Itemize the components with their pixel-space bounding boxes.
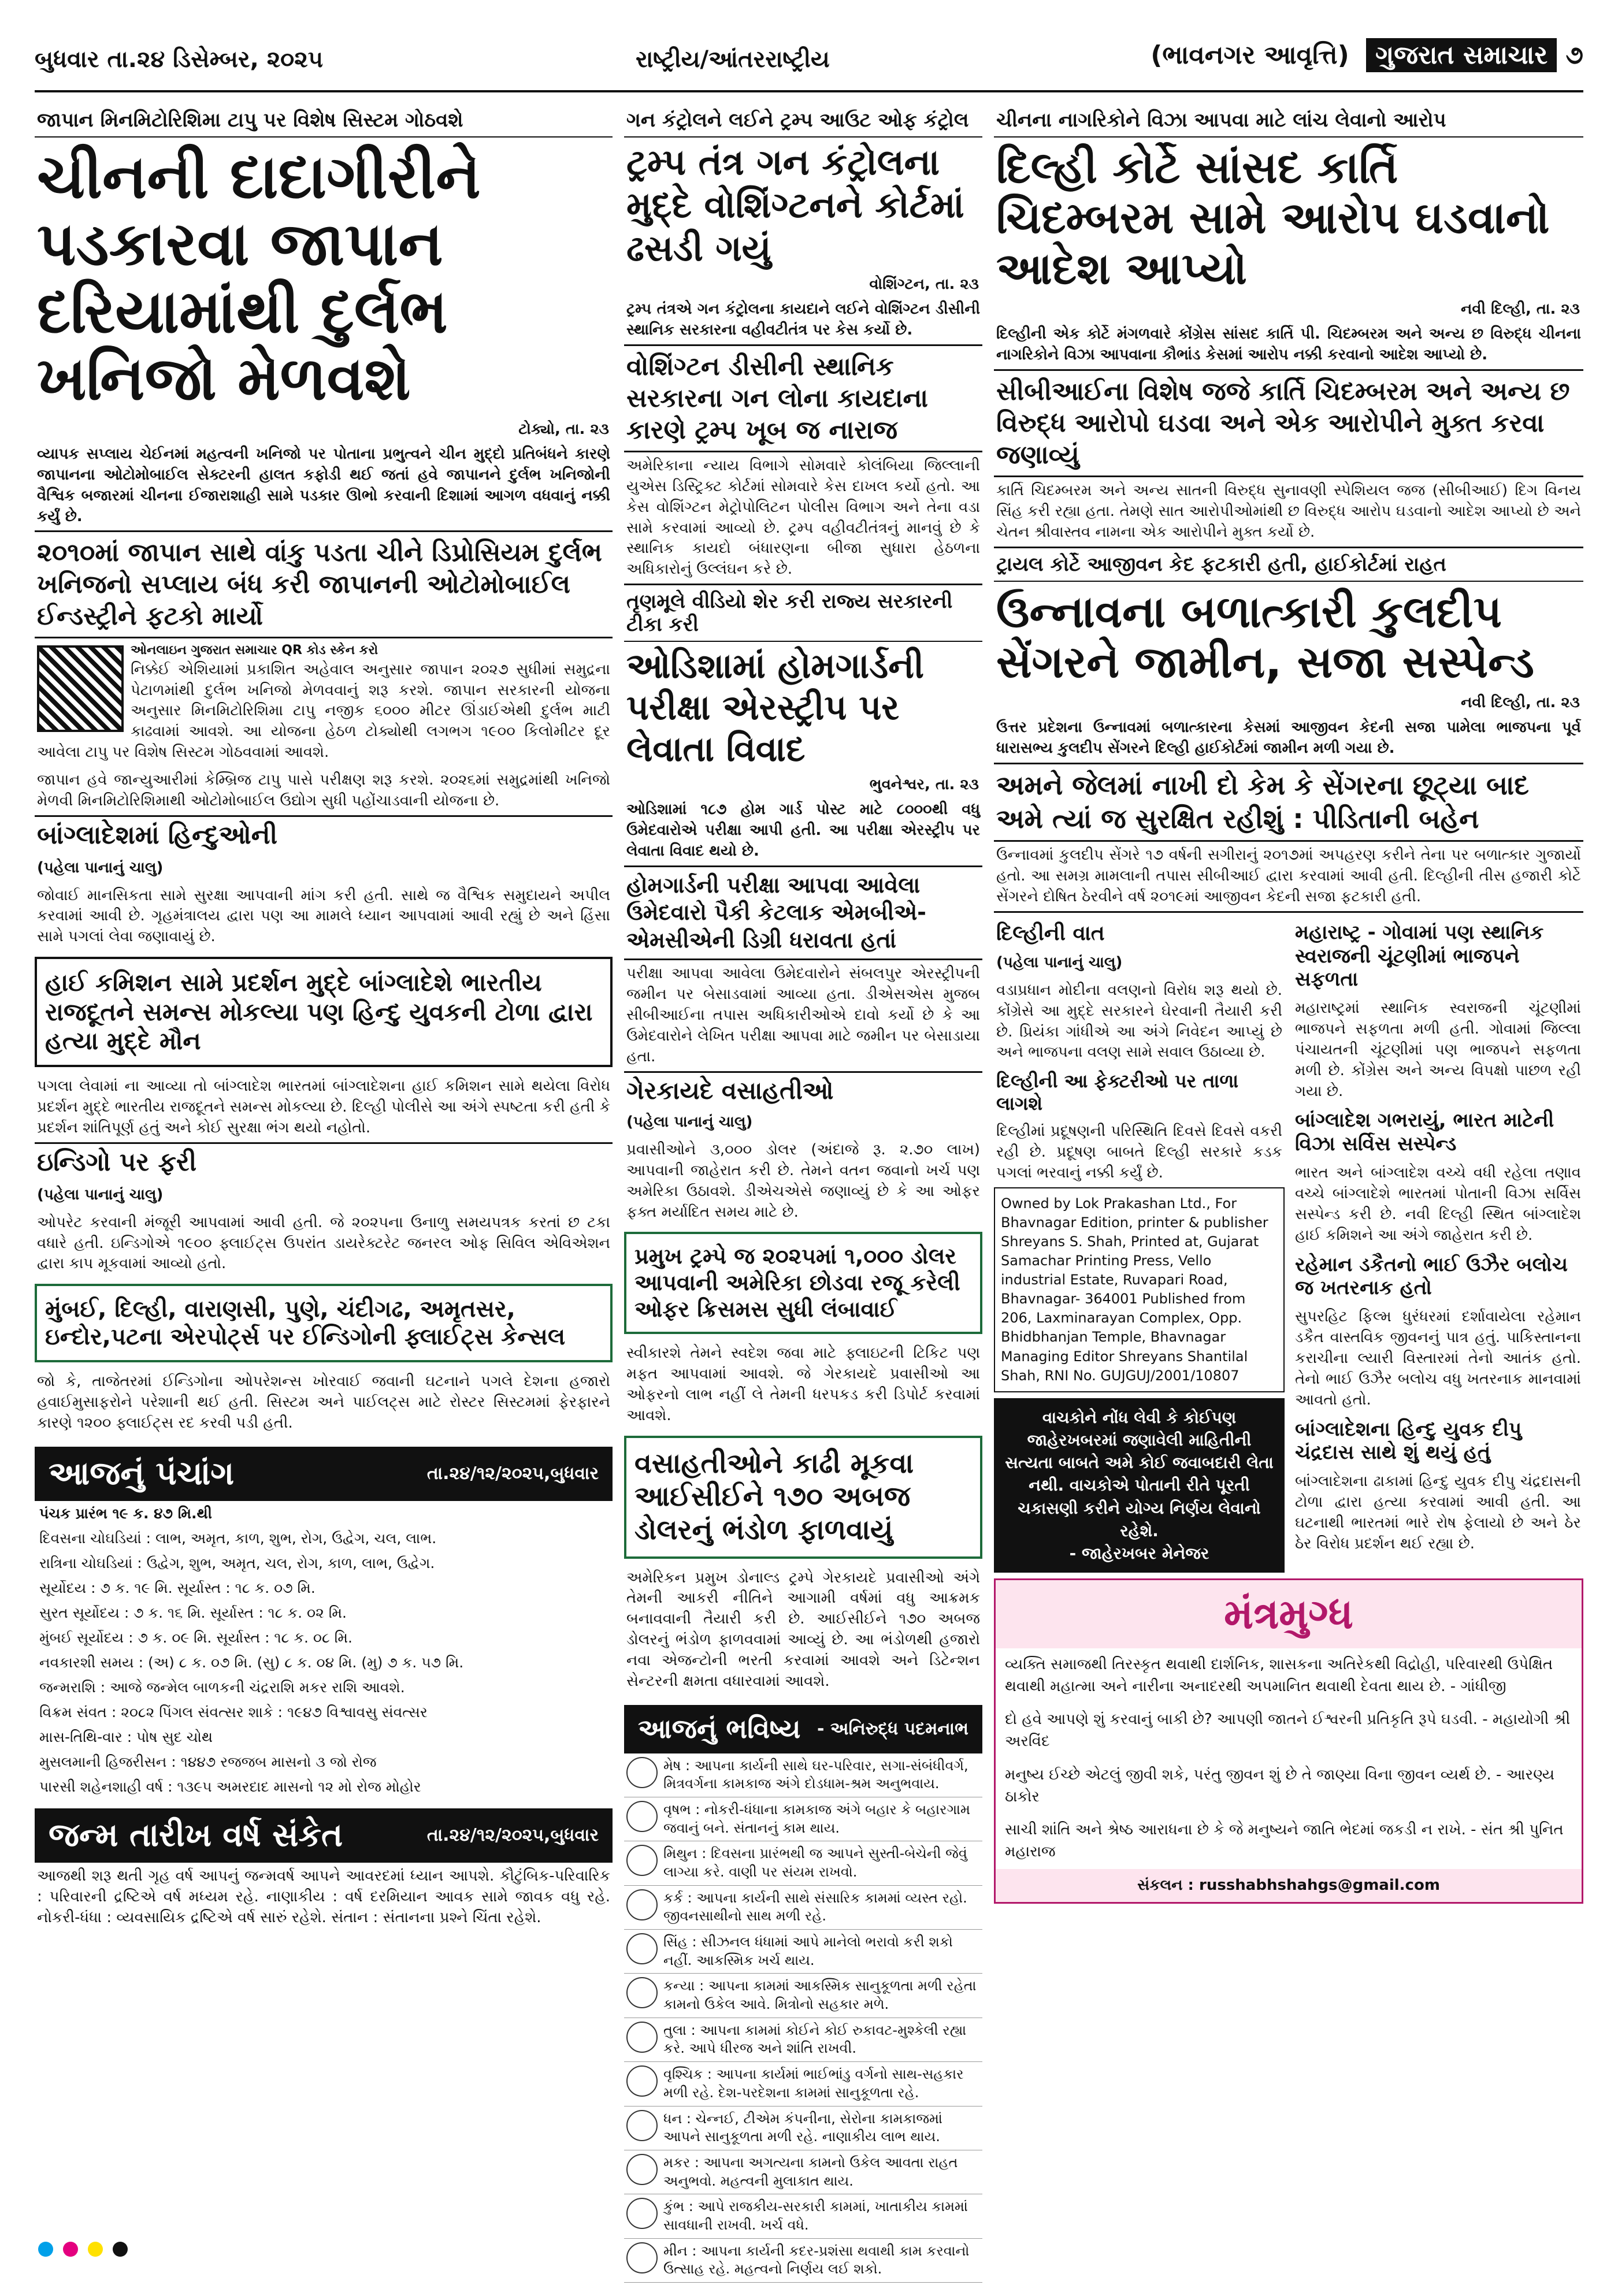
rashi-item: કુંભ : આપે રાજકીય-સરકારી કામમાં, ખાતાકીય કામમાં સાવધાની રાખવી. ખર્ચ વધે. (624, 2194, 982, 2238)
panchang-title: આજનું પંચાંગ (49, 1454, 235, 1492)
story-body: અમેરિકાના ન્યાય વિભાગે સોમવારે કોલંબિયા જિલ્લાની યુએસ ડિસ્ટ્રિક્ટ કોર્ટમાં સોમવારે કેસ દાખલ કર્યો હતો. આ કેસ વોશિંગ્ટન મેટ્રોપોલિટન પોલીસ વિભાગ અને તેના વડા સામે કરવામાં આવ્યો છે. ટ્રમ્પ વહીવટીતંત્રનું માનવું છે કે સ્થાનિક કાયદો બંધારણના બીજા સુધારા હેઠળના અધિકારોનું ઉલ્લંઘન કરે છે. (626, 456, 980, 578)
panchang-list (35, 1501, 613, 1799)
ad-disclaimer-text: વાચકોને નોંધ લેવી કે કોઈપણ જાહેરખબરમાં જણાવેલી માહિતીની સત્યતા બાબતે અમે કોઈ જવાબદારી લેતા નથી. વાચકોએ પોતાની રીતે પૂરતી ચકાસણી કરીને યોગ્ય નિર્ણય લેવાનો રહેશે. (1005, 1407, 1274, 1540)
odisha-subhead: હોમગાર્ડની પરીક્ષા આપવા આવેલા ઉમેદવારો પૈકી કેટલાક એમબીએ-એમસીએની ડિગ્રી ધરાવતા હતાં (624, 865, 982, 961)
qr-label: ઓનલાઇન ગુજરાત સમાચાર QR કોડ સ્કેન કરો (131, 643, 378, 658)
bjp-body: મહારાષ્ટ્રમાં સ્થાનિક સ્વરાજની ચૂંટણીમાં ભાજપને સફળતા મળી હતી. ગોવામાં જિલ્લા પંચાયતની ચૂંટણીમાં પણ ભાજપને સફળતા મળી છે. કોંગ્રેસ અને અન્ય વિપક્ષો પાછળ રહી ગયા છે. (1295, 1000, 1581, 1100)
hc-body: પગલા લેવામાં ના આવ્યા તો બાંગ્લાદેશ ભારતમાં બાંગ્લાદેશના હાઈ કમિશન સામે થયેલા વિરોધ પ્રદર્શન મુદ્દે ભારતીય રાજદૂતને સમન્સ મોકલ્યા છે. દિલ્હી પોલીસે આ અંગે સ્પષ્ટતા કરી હતી કે પ્રદર્શન શાંતિપૂર્ણ હતું અને કોઈ સુરક્ષા ભંગ થયો નહોતો. (37, 1078, 610, 1137)
janma-header (35, 1808, 613, 1863)
vasahat-headline: વસાહતીઓને કાઢી મૂકવા આઈસીઈને ૧૭૦ અબજ ડોલરનું ભંડોળ ફાળવાયું (634, 1447, 914, 1546)
story-body: કાર્તિ ચિદમ્બરમ અને અન્ય સાતની વિરુદ્ધ સુનાવણી સ્પેશિયલ જજ (સીબીઆઈ) દિગ વિનય સિંહ કરી રહ્યા હતા. તેમણે સાત આરોપીઓમાંથી છ વિરુદ્ધ આરોપ ઘડવાનો આદેશ આપ્યો છે અને ચેતન શ્રીવાસ્તવ નામના એક આરોપીને મુક્ત કર્યો છે. (996, 481, 1581, 541)
bhavishya-title: આજનું ભવિષ્ય (638, 1712, 801, 1744)
continuation-note: (પહેલા પાનાનું ચાલુ) (626, 1113, 753, 1131)
panchang-line: મુંબઈ સૂર્યોદય : ૭ ક. ૦૯ મિ. સૂર્યાસ્ત : ૧૮ ક. ૦૮ મિ. (39, 1629, 352, 1646)
mantra-title: મંત્રમુગ્ધ (996, 1580, 1582, 1648)
rashi-item: કર્ક : આપના કાર્યની સાથે સંસારિક કામમાં વ્યસ્ત રહો. જીવનસાથીનો સાથ મળી રહે. (624, 1886, 982, 1930)
rashi-icon (626, 1889, 658, 1920)
rehman-headline: રહેમાન ડકૈતનો ભાઈ ઉઝૈર બલોચ જ ખતરનાક હતો (1295, 1253, 1568, 1300)
rashi-icon (626, 1757, 658, 1788)
bangla2-body: ભારત અને બાંગ્લાદેશ વચ્ચે વધી રહેલા તણાવ વચ્ચે બાંગ્લાદેશે ભારતમાં પોતાની વિઝા સર્વિસ સસ્પેન્ડ કરી છે. નવી દિલ્હી સ્થિત બાંગ્લાદેશ હાઈ કમિશને આ અંગે જાહેરાત કરી છે. (1295, 1164, 1581, 1244)
continuation-note: (પહેલા પાનાનું ચાલુ) (37, 1186, 164, 1203)
page-number: ૭ (1565, 40, 1583, 70)
story-strip: ચીનના નાગરિકોને વિઝા આપવા માટે લાંચ લેવાનો આરોપ (994, 104, 1583, 138)
panchang-line: જન્મરાશિ : આજે જન્મેલ બાળકની ચંદ્રરાશિ મકર રાશિ આવશે. (39, 1678, 405, 1696)
delhi-subhead: દિલ્હીની આ ફેક્ટરીઓ પર તાળા લાગશે (996, 1070, 1239, 1114)
bjp-headline: મહારાષ્ટ્ર - ગોવામાં પણ સ્થાનિક સ્વરાજની ચૂંટણીમાં ભાજપને સફળતા (1295, 920, 1544, 991)
masthead (35, 23, 1583, 92)
magenta-dot-icon (63, 2242, 78, 2257)
registration-marks (35, 2242, 1583, 2265)
hindu-headline: બાંગ્લાદેશના હિન્દુ યુવક દીપુ ચંદ્રદાસ સાથે શું થયું હતું (1295, 1417, 1522, 1465)
trump-body: સ્વીકારશે તેમને સ્વદેશ જવા માટે ફ્લાઇટની ટિકિટ પણ મફત આપવામાં આવશે. જે ગેરકાયદે પ્રવાસીઓ આ ઓફરનો લાભ નહીં લે તેમની ધરપકડ કરી ડિપોર્ટ કરવામાં આવશે. (626, 1344, 980, 1424)
panchang-date: તા.૨૪/૧૨/૨૦૨૫,બુધવાર (426, 1463, 599, 1484)
lower-right (1293, 917, 1583, 1573)
column-right (994, 104, 1583, 2230)
mantra-quote: સાચી શાંતિ અને શ્રેષ્ઠ આરાધના છે કે જે મનુષ્યને જાતિ ભેદમાં જકડી ન રાખે. - સંત શ્રી પુનિત મહારાજ (1005, 1821, 1564, 1860)
mantra-quote: વ્યક્તિ સમાજથી તિરસ્કૃત થવાથી દાર્શનિક, શાસકના અતિરેકથી વિદ્રોહી, પરિવારથી ઉપેક્ષિત થવાથી મહાત્મા અને નારીના અનાદરથી અપમાનિત થવાથી દેવતા થાય છે. - ગાંધીજી (1005, 1656, 1553, 1695)
indigo-body-2: જો કે, તાજેતરમાં ઈન્ડિગોના ઓપરેશન્સ ખોરવાઈ જવાની ઘટનાને પગલે દેશના હજારો હવાઈમુસાફરોને પરેશાની થઈ હતી. સિસ્ટમ અને પાઈલટ્સ માટે રોસ્ટર સિસ્ટમમાં ફેરફારને કારણે ૧૨૦૦ ફ્લાઈટ્સ રદ કરવી પડી હતી. (37, 1373, 610, 1432)
panchang-line: મુસલમાની હિજરીસન : ૧૪૪૭ રજજબ માસનો ૩ જો રોજ (39, 1753, 377, 1770)
delhi-headline: દિલ્હીની વાત (996, 921, 1105, 945)
column-left (35, 104, 613, 2230)
dateline: નવી દિલ્હી, તા. ૨૩ (1461, 300, 1580, 318)
black-dot-icon (113, 2242, 128, 2257)
panchang-line: રાત્રિના ચોઘડિયાં : ઉદ્વેગ, શુભ, અમૃત, ચલ, રોગ, કાળ, લાભ, ઉદ્વેગ. (39, 1554, 435, 1571)
story-body (35, 638, 613, 767)
panchang-line: દિવસના ચોઘડિયાં : લાભ, અમૃત, કાળ, શુભ, રોગ, ઉદ્વેગ, ચલ, લાભ. (39, 1529, 437, 1547)
edition-label: (ભાવનગર આવૃત્તિ) (1151, 40, 1349, 70)
story-headline: ટ્રમ્પ તંત્ર ગન કંટ્રોલના મુદ્દે વોશિંગ્ટનને કોર્ટમાં ઢસડી ગયું (626, 141, 964, 269)
vasahat-box (624, 1436, 982, 1559)
rashi-item: વૃષભ : નોકરી-ધંધાના કામકાજ અંગે બહાર કે બહારગામ જવાનું બને. સંતાનનું કામ થાય. (624, 1797, 982, 1841)
bhavishya-author: - અનિરુદ્ધ પદમનાભ (817, 1719, 968, 1740)
janma-date: તા.૨૪/૧૨/૨૦૨૫,બુધવાર (426, 1825, 599, 1846)
rashi-item: કન્યા : આપના કામમાં આકસ્મિક સાનુકૂળતા મળી રહેતા કામનો ઉકેલ આવે. મિત્રોનો સહકાર મળે. (624, 1974, 982, 2018)
ad-disclaimer (994, 1398, 1285, 1573)
bhavishya-header (624, 1705, 982, 1753)
story-subhead: ૨૦૧૦માં જાપાન સાથે વાંકુ પડતા ચીને ડિપ્રોસિયમ દુર્લભ ખનિજનો સપ્લાય બંધ કરી જાપાનની ઓટોમોબાઈલ ઈન્ડસ્ટ્રીને ફટકો માર્યો (35, 530, 613, 638)
rashi-icon (626, 1801, 658, 1832)
rashi-icon (626, 1977, 658, 2008)
lower-left (994, 917, 1285, 1573)
rehman-body: સુપરહિટ ફિલ્મ ધુરંધરમાં દર્શાવાયેલા રહેમાન ડકૈત વાસ્તવિક જીવનનું પાત્ર હતું. પાકિસ્તાનના કરાચીના લ્યારી વિસ્તારમાં તેનો આતંક હતો. તેનો ભાઈ ઉઝૈર બલોચ વધુ ખતરનાક માનવામાં આવતો હતો. (1295, 1308, 1581, 1409)
rashi-icon (626, 1933, 658, 1964)
rashi-item: મકર : આપના અગત્યના કામનો ઉકેલ આવતા રાહત અનુભવો. મહત્વની મુલાકાત થાય. (624, 2150, 982, 2194)
issue-date: બુધવાર તા.૨૪ ડિસેમ્બર, ૨૦૨૫ (35, 46, 324, 73)
column-middle (624, 104, 982, 2278)
trump-box (624, 1232, 982, 1334)
dateline: નવી દિલ્હી, તા. ૨૩ (1461, 694, 1580, 712)
vasahat-body: અમેરિકન પ્રમુખ ડોનાલ્ડ ટ્રમ્પે ગેરકાયદે પ્રવાસીઓ અંગે તેમની આકરી નીતિને આગામી વર્ષમાં વધુ આક્રમક બનાવવાની તૈયારી કરી છે. આઈસીઈને ૧૭૦ અબજ ડોલરનું ભંડોળ ફાળવવામાં આવ્યું છે. આ ભંડોળથી હજારો નવા એજન્ટોની ભરતી કરવામાં આવશે અને ડિટેન્શન સેન્ટરની ક્ષમતા વધારવામાં આવશે. (626, 1569, 980, 1690)
janma-body: આજથી શરૂ થતી ગૃહ વર્ષ આપનું જન્મવર્ષ આપને આવરદમાં ધ્યાન આપશે. કૌટુંબિક-પરિવારિક : પરિવારની દ્રષ્ટિએ વર્ષ મધ્યમ રહે. નાણાકીય : વર્ષ દરમિયાન આવક સામે જાવક વધુ રહે. નોકરી-ધંધા : વ્યવસાયિક દ્રષ્ટિએ વર્ષ સારું રહેશે. સંતાન : સંતાનના પ્રશ્ને ચિંતા રહેશે. (37, 1867, 610, 1926)
garkayde-body: પ્રવાસીઓને ૩,૦૦૦ ડોલર (અંદાજે રૂ. ૨.૭૦ લાખ) આપવાની જાહેરાત કરી છે. તેમને વતન જવાનો ખર્ચ પણ અમેરિકા ઉઠાવશે. ડીએચએસે જણાવ્યું છે કે આ ઓફર ફક્ત મર્યાદિત સમય માટે છે. (626, 1140, 980, 1221)
trump-box-headline: પ્રમુખ ટ્રમ્પે જ ૨૦૨૫માં ૧,૦૦૦ ડોલર આપવાની અમેરિકા છોડવા રજૂ કરેલી ઓફર ક્રિસમસ સુધી લંબાવાઈ (634, 1243, 960, 1322)
brand-logo: ગુજરાત સમાચાર (1366, 38, 1557, 72)
rashi-item: તુલા : આપના કામમાં કોઈને કોઈ રુકાવટ-મુશ્કેલી રહ્યા કરે. આપે ધીરજ અને શાંતિ રાખવી. (624, 2018, 982, 2062)
indigo-headline: ઇન્ડિગો પર ફરી (37, 1147, 197, 1177)
rashi-icon (626, 2110, 658, 2141)
indigo-box-headline: મુંબઈ, દિલ્હી, વારાણસી, પુણે, ચંદીગઢ, અમૃતસર, ઇન્દોર,પટના એરપોર્ટ્સ પર ઈન્ડિગોની ફ્લાઈટ્સ કેન્સલ (45, 1296, 566, 1351)
story-lead: દિલ્હીની એક કોર્ટે મંગળવારે કોંગ્રેસ સાંસદ કાર્તિ પી. ચિદમ્બરમ અને અન્ય છ વિરુદ્ધ ચીનના નાગરિકોને વિઝા આપવાના કૌભાંડ કેસમાં આરોપ નક્કી કરવાનો આદેશ આપ્યો છે. (996, 325, 1581, 364)
odisha-body: પરીક્ષા આપવા આવેલા ઉમેદવારોને સંબલપુર એરસ્ટ્રીપની જમીન પર બેસાડવામાં આવ્યા હતા. ડીએસએસ મુજબ સીબીઆઈના તપાસ અધિકારીઓએ દાવો કર્યો છે કે આ ઉમેદવારોને લેખિત પરીક્ષા આપવા માટે જમીન પર બેસાડાયા હતા. (626, 965, 980, 1065)
mantra-sankalan: સંકલન : russhabhshahgs@gmail.com (996, 1869, 1582, 1903)
rashi-icon (626, 2154, 658, 2185)
panchang-header (35, 1447, 613, 1501)
bangla2-headline: બાંગ્લાદેશ ગભરાયું, ભારત માટેની વિઝા સર્વિસ સસ્પેન્ડ (1295, 1109, 1554, 1156)
panchang-line: પંચક પ્રારંભ ૧૯ ક. ૪૭ મિ.થી (39, 1504, 212, 1522)
panchang-line: પારસી શહેનશાહી વર્ષ : ૧૩૯૫ અમરદાદ માસનો ૧૨ મો રોજ મોહોર (39, 1778, 421, 1795)
panchang-line: સૂર્યોદય : ૭ ક. ૧૯ મિ. સૂર્યાસ્ત : ૧૮ ક. ૦૭ મિ. (39, 1579, 316, 1596)
bangla-body: જોવાઈ માનસિકતા સામે સુરક્ષા આપવાની માંગ કરી હતી. સાથે જ વૈશ્વિક સમુદાયને અપીલ કરવામાં આવી છે. ગૃહમંત્રાલય દ્વારા પણ આ મામલે ધ્યાન આપવામાં આવી રહ્યું છે અને હિંસા સામે પગલાં લેવા જણાવાયું છે. (37, 886, 610, 946)
mantra-box (994, 1578, 1583, 1904)
hindu-body: બાંગ્લાદેશના ઢાકામાં હિન્દુ યુવક દીપુ ચંદ્રદાસની ટોળા દ્વારા હત્યા કરવામાં આવી હતી. આ ઘટનાથી ભારતમાં ભારે રોષ ફેલાયો છે અને ઠેર ઠેર વિરોધ પ્રદર્શન થઈ રહ્યા છે. (1295, 1473, 1581, 1552)
dateline: ટોક્યો, તા. ૨૩ (518, 420, 609, 438)
hc-box (35, 957, 613, 1067)
janma-title: જન્મ તારીખ વર્ષ સંકેત (49, 1816, 343, 1854)
odisha-lead: ઓડિશામાં ૧૮૭ હોમ ગાર્ડ પોસ્ટ માટે ૮૦૦૦થી વધુ ઉમેદવારોએ પરીક્ષા આપી હતી. આ પરીક્ષા એરસ્ટ્રીપ પર લેવાતા વિવાદ થયો છે. (626, 801, 981, 860)
panchang-line: નવકારશી સમય : (અ) ૮ ક. ૦૭ મિ. (સુ) ૮ ક. ૦૪ મિ. (મુ) ૭ ક. ૫૭ મિ. (39, 1654, 464, 1671)
trial-lead: ઉત્તર પ્રદેશના ઉન્નાવમાં બળાત્કારના કેસમાં આજીવન કેદની સજા પામેલા ભાજપના પૂર્વ ધારાસભ્ય કુલદીપ સેંગરને દિલ્હી હાઈકોર્ટમાં જામીન મળી ગયા છે. (996, 719, 1581, 757)
rashi-item: ધન : ચેન્નઈ, ટીએમ કંપનીના, સેરોના કામકાજમાં આપને સાનુકૂળતા મળી રહે. નાણાકીય લાભ થાય. (624, 2106, 982, 2150)
delhi-body: વડાપ્રધાન મોદીના વલણનો વિરોધ શરૂ થયો છે. કોંગ્રેસે આ મુદ્દે સરકારને ઘેરવાની તૈયારી કરી છે. પ્રિયંકા ગાંધીએ આ અંગે નિવેદન આપ્યું છે અને ભાજપના વલણ સામે સવાલ ઉઠાવ્યા છે. (996, 981, 1282, 1061)
mantra-quote: દો હવે આપણે શું કરવાનું બાકી છે? આપણી જાતને ઈશ્વરની પ્રતિકૃતિ રૂપે ઘડવી. - મહાયોગી શ્રી અરવિંદ (1005, 1711, 1571, 1751)
qr-code-icon[interactable] (37, 645, 124, 732)
story-headline: દિલ્હી કોર્ટે સાંસદ કાર્તિ ચિદમ્બરમ સામે આરોપ ઘડવાનો આદેશ આપ્યો (996, 142, 1550, 294)
continuation-note: (પહેલા પાનાનું ચાલુ) (37, 859, 164, 876)
cyan-dot-icon (38, 2242, 53, 2257)
rashi-icon (626, 1845, 658, 1876)
odisha-headline: ઓડિશામાં હોમગાર્ડની પરીક્ષા એરસ્ટ્રીપ પર લેવાતા વિવાદ (626, 646, 925, 770)
rashi-item: મીન : આપના કાર્યની કદર-પ્રશંસા થવાથી કામ કરવાનો ઉત્સાહ રહે. મહત્વનો નિર્ણય લઈ શકો. (624, 2239, 982, 2283)
delhi-body-2: દિલ્હીમાં પ્રદૂષણની પરિસ્થિતિ દિવસે દિવસે વકરી રહી છે. પ્રદૂષણ બાબતે દિલ્હી સરકારે કડક પગલાં ભરવાનું નક્કી કર્યું છે. (996, 1123, 1282, 1182)
imprint: Owned by Lok Prakashan Ltd., For Bhavnagar Edition, printer & publisher Shreyans S. Shah, Printed at, Gujarat Samachar Printing Press, Vello industrial Estate, Ruvapari Road, Bhavnagar- 364001 Published from 206, Laxminarayan Complex, Opp. Bhidbhanjan Temple, Bhavnagar Managing Editor Shreyans Shantilal Shah, RNI No. GUJGUJ/2001/10807 (994, 1187, 1285, 1392)
ad-disclaimer-sign: - જાહેરખબર મેનેજર (1069, 1543, 1209, 1563)
rashi-icon (626, 2022, 658, 2053)
dateline: ભુવનેશ્વર, તા. ૨૩ (869, 776, 979, 794)
rashi-icon (626, 2198, 658, 2229)
indigo-body: ઓપરેટ કરવાની મંજૂરી આપવામાં આવી હતી. જે ૨૦૨૫ના ઉનાળુ સમયપત્રક કરતાં છ ટકા વધારે હતી. ઇન્ડિગોએ ૧૯૦૦ ફ્લાઈટ્સ ઉપરાંત ડાયરેક્ટરેટ જનરલ ઓફ સિવિલ એવિએશન દ્વારા કાપ મૂકવામાં આવ્યો હતો. (37, 1213, 610, 1273)
bangla-headline: બાંગ્લાદેશમાં હિન્દુઓની (37, 820, 278, 850)
story-strip: જાપાન મિનમિટોરિશિમા ટાપુ પર વિશેષ સિસ્ટમ ગોઠવશે (35, 104, 613, 138)
rashi-item: મેષ : આપના કાર્યની સાથે ઘર-પરિવાર, સગા-સંબંધીવર્ગ, મિત્રવર્ગના કામકાજ અંગે દોડધામ-શ્રમ અનુભવાય. (624, 1753, 982, 1797)
mantra-quote: મનુષ્ય ઈચ્છે એટલું જીવી શકે, પરંતુ જીવન શું છે તે જાણ્યા વિના જીવન વ્યર્થ છે. - આરણ્ય ઠાકોર (1005, 1766, 1555, 1805)
story-subhead: વોશિંગ્ટન ડીસીની સ્થાનિક સરકારના ગન લોના કાયદાના કારણે ટ્રમ્પ ખૂબ જ નારાજ (624, 344, 982, 452)
story-text-2: જાપાન હવે જાન્યુઆરીમાં કેમ્બ્રિજ ટાપુ પાસે પરીક્ષણ શરૂ કરશે. ૨૦૨૬માં સમુદ્રમાંથી ખનિજો મેળવી મિનમિટોરિશિમાથી ઓટોમોબાઈલ ઉદ્યોગ સુધી પહોંચાડવાની યોજના છે. (37, 771, 610, 809)
continuation-note: (પહેલા પાનાનું ચાલુ) (996, 953, 1123, 971)
rashi-list (624, 1753, 982, 2283)
story-strip: ગન કંટ્રોલને લઈને ટ્રમ્પ આઉટ ઓફ કંટ્રોલ (624, 104, 982, 138)
spacer (624, 1265, 982, 1271)
story-strip: ટ્રાયલ કોર્ટે આજીવન કેદ ફટકારી હતી, હાઈકોર્ટમાં રાહત (994, 547, 1583, 582)
yellow-dot-icon (88, 2242, 103, 2257)
panchang-line: વિક્રમ સંવત : ૨૦૮૨ પિંગલ સંવત્સર શાકે : ૧૯૪૭ વિશ્વાવસુ સંવત્સર (39, 1703, 428, 1721)
rashi-item: સિંહ : સીઝનલ ધંધામાં આપે માનેલો ભરાવો કરી શકો નહીં. આકસ્મિક ખર્ચ થાય. (624, 1930, 982, 1974)
panchang-line: માસ-તિથિ-વાર : પોષ સુદ ચોથ (39, 1728, 213, 1745)
hc-headline: હાઈ કમિશન સામે પ્રદર્શન મુદ્દે બાંગ્લાદેશે ભારતીય રાજદૂતને સમન્સ મોકલ્યા પણ હિન્દુ યુવકની ટોળા દ્વારા હત્યા મુદ્દે મૌન (45, 968, 593, 1055)
story-headline: ચીનની દાદાગીરીને પડકારવા જાપાન દરિયામાંથી દુર્લભ ખનિજો મેળવશે (37, 142, 481, 414)
panchang-line: સુરત સૂર્યોદય : ૭ ક. ૧૬ મિ. સૂર્યાસ્ત : ૧૮ ક. ૦૨ મિ. (39, 1604, 347, 1621)
story-lead: વ્યાપક સપ્લાય ચેઈનમાં મહત્વની ખનિજો પર પોતાના પ્રભુત્વને ચીન મુદ્દો પ્રતિબંધને કારણે જાપાનના ઓટોમોબાઈલ સેક્ટરની હાલત કફોડી થઈ જતાં હવે જાપાનને દુર્લભ ખનિજોની વૈશ્વિક બજારમાં ચીનના ઈજારાશાહી સામે પડકાર ઊભો કરવાની દિશામાં આગળ વધવાનું નક્કી કર્યું છે. (37, 445, 610, 525)
trial-subhead: અમને જેલમાં નાખી દો કેમ કે સેંગરના છૂટ્યા બાદ અમે ત્યાં જ સુરક્ષિત રહીશું : પીડિતાની બહેન (994, 763, 1583, 842)
lower-grid (994, 911, 1583, 1573)
story-lead: ટ્રમ્પ તંત્રએ ગન કંટ્રોલના કાયદાને લઈને વોશિંગ્ટન ડીસીની સ્થાનિક સરકારના વહીવટીતંત્ર પર કેસ કર્યો છે. (626, 300, 980, 339)
dateline: વોશિંગ્ટન, તા. ૨૩ (869, 276, 979, 293)
rashi-item: મિથુન : દિવસના પ્રારંભથી જ આપને સુસ્તી-બેચેની જેવું લાગ્યા કરે. વાણી પર સંયમ રાખવો. (624, 1841, 982, 1885)
trial-headline: ઉન્નાવના બળાત્કારી કુલદીપ સેંગરને જામીન, સજા સસ્પેન્ડ (996, 585, 1534, 688)
rashi-icon (626, 2065, 658, 2097)
brand-block (1151, 40, 1583, 70)
trial-body: ઉન્નાવમાં કુલદીપ સેંગરે ૧૭ વર્ષની સગીરાનું ૨૦૧૭માં અપહરણ કરીને તેના પર બળાત્કાર ગુજાર્યો હતો. આ સમગ્ર મામલાની તપાસ સીબીઆઈ દ્વારા કરવામાં આવી હતી. દિલ્હીની તીસ હજારી કોર્ટે સેંગરને દોષિત ઠેરવીને વર્ષ ૨૦૧૯માં આજીવન કેદની સજા ફટકારી હતી. (996, 846, 1581, 905)
section-title: રાષ્ટ્રીય/આંતરરાષ્ટ્રીય (636, 46, 830, 73)
rashi-item: વૃશ્ચિક : આપના કાર્યમાં ભાઈભાંડુ વર્ગનો સાથ-સહકાર મળી રહે. દેશ-પરદેશના કામમાં સાનુકૂળતા રહે. (624, 2062, 982, 2106)
story-strip: તૃણમૂલે વીડિયો શેર કરી રાજ્ય સરકારની ટીકા કરી (624, 584, 982, 642)
story-subhead: સીબીઆઈના વિશેષ જજે કાર્તિ ચિદમ્બરમ અને અન્ય છ વિરુદ્ધ આરોપો ઘડવા અને એક આરોપીને મુક્ત કરવા જણાવ્યું (994, 369, 1583, 477)
garkayde-headline: ગેરકાયદે વસાહતીઓ (626, 1076, 834, 1105)
story-text: નિક્કેઈ એશિયામાં પ્રકાશિત અહેવાલ અનુસાર જાપાન ૨૦૨૭ સુધીમાં સમુદ્રના પેટાળમાંથી દુર્લભ ખનિજો મેળવવાનું શરૂ કરશે. જાપાન સરકારની યોજના અનુસાર મિનમિટોરિશિમા ટાપુ નજીક ૬૦૦૦ મીટર ઊંડાઈએથી દુર્લભ માટી કાઢવામાં આવશે. આ યોજના હેઠળ ટોક્યોથી લગભગ ૧૯૦૦ કિલોમીટર દૂર આવેલા ટાપુ પર વિશેષ સિસ્ટમ ગોઠવવામાં આવશે. (37, 660, 610, 761)
indigo-box (35, 1284, 613, 1362)
